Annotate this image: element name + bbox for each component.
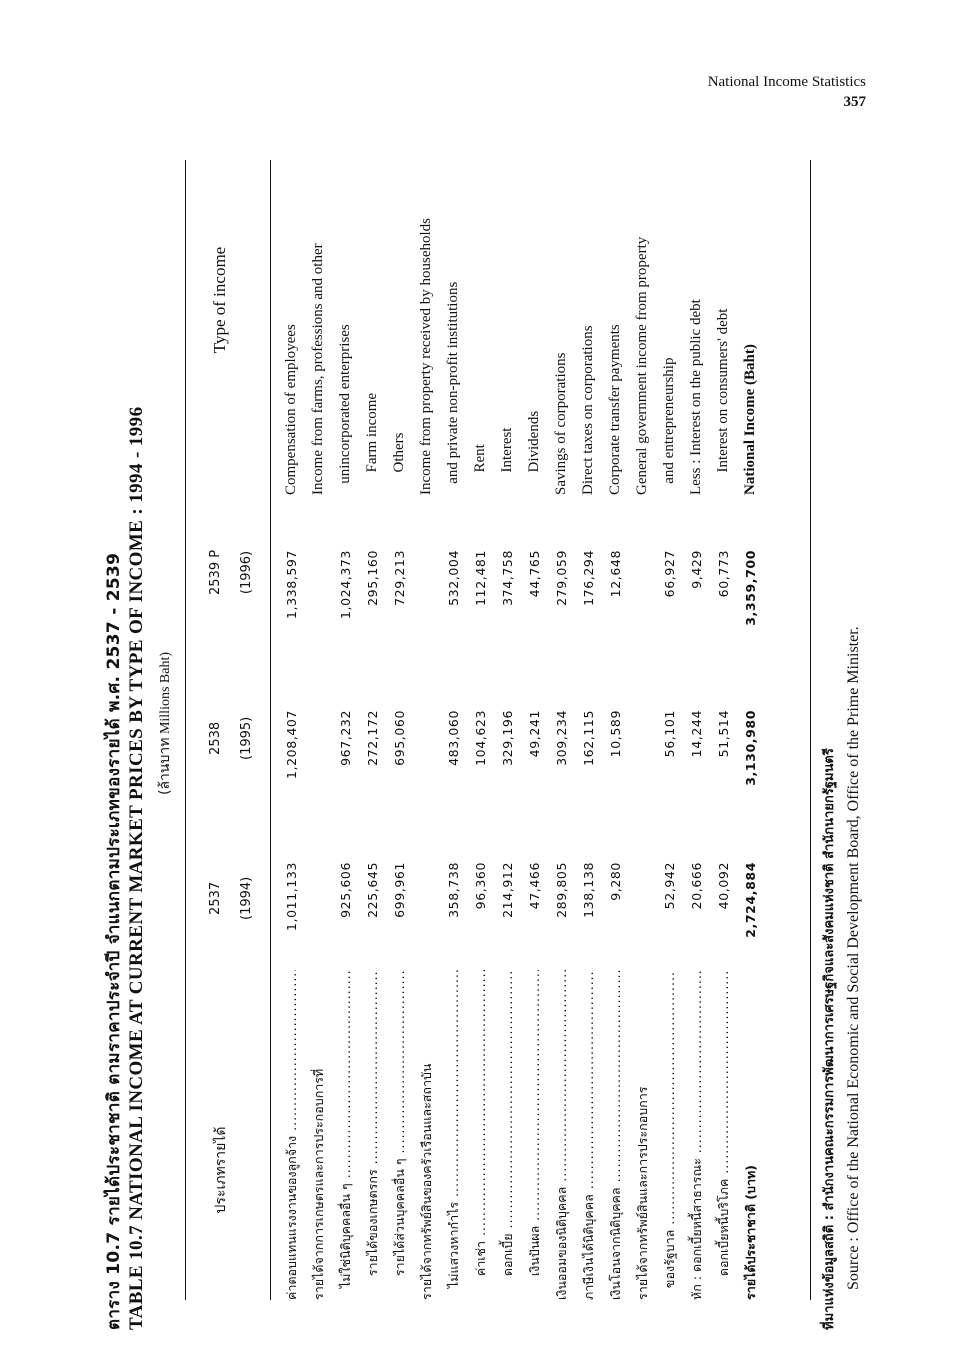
row-label-thai: ภาษีเงินได้นิติบุคคล ..... xyxy=(575,970,602,1300)
value-1995: 51,514 xyxy=(716,710,731,758)
row-label-thai: ค่าตอบแทนแรงงานของลูกจ้าง ..... xyxy=(278,970,305,1300)
table-title-thai: ตาราง 10.7 รายได้ประชาชาติ ตามราคาประจำปี จำแนกตามประเภทของรายได้ พ.ศ. 2537 - 2539 xyxy=(104,552,124,1330)
header-type-english: Type of income xyxy=(210,246,229,354)
table-title-english: TABLE 10.7 NATIONAL INCOME AT CURRENT MARKET PRICES BY TYPE OF INCOME : 1994 - 1996 xyxy=(126,406,147,1330)
row-label-english: General government income from property xyxy=(634,236,650,495)
value-1996: 9,429 xyxy=(689,550,704,589)
row-label-thai: รายได้จากการเกษตรและการประกอบการที่ xyxy=(311,1068,326,1300)
value-1995: 1,208,407 xyxy=(284,710,299,780)
value-1996: 1,024,373 xyxy=(338,550,353,620)
value-1995: 309,234 xyxy=(554,710,569,766)
row-label-thai: ดอกเบี้ยหนี้บริโภค ..... xyxy=(710,970,737,1300)
bottom-rule xyxy=(810,160,811,1300)
value-1996: 112,481 xyxy=(473,550,488,606)
value-1994: 20,666 xyxy=(689,862,704,910)
row-label-english: and private non-profit institutions xyxy=(445,281,461,495)
table-row xyxy=(386,130,413,1330)
year-thai: 2538 xyxy=(208,721,223,755)
value-1996: 3,359,700 xyxy=(743,550,758,626)
value-1995: 56,101 xyxy=(662,710,677,758)
section-title: National Income Statistics xyxy=(707,74,866,90)
value-1996: 532,004 xyxy=(446,550,461,606)
row-label-english: Interest xyxy=(499,427,515,495)
row-label-english: Less : Interest on the public debt xyxy=(688,299,704,495)
year-column-1994 xyxy=(208,877,254,920)
value-1994: 40,092 xyxy=(716,862,731,910)
value-1994: 214,912 xyxy=(500,862,515,918)
row-label-thai: ของรัฐบาล ..... xyxy=(656,970,683,1300)
table-row xyxy=(413,130,440,1330)
row-label-english: Farm income xyxy=(364,392,380,495)
value-1995: 162,115 xyxy=(581,710,596,766)
year-ad: (1994) xyxy=(239,876,254,920)
year-thai: 2539 P xyxy=(208,549,223,595)
table-row xyxy=(494,130,521,1330)
row-label-english: Rent xyxy=(472,444,488,495)
value-1994: 358,738 xyxy=(446,862,461,918)
table-row xyxy=(710,130,737,1330)
value-1994: 289,805 xyxy=(554,862,569,918)
value-1995: 104,623 xyxy=(473,710,488,766)
value-1994: 52,942 xyxy=(662,862,677,910)
row-label-thai: รายได้จากทรัพย์สินและการประกอบการ xyxy=(635,1086,650,1300)
row-label-english: Income from farms, professions and other xyxy=(310,243,326,495)
table-row xyxy=(602,130,629,1330)
page-number: 357 xyxy=(843,94,866,110)
value-1994: 225,645 xyxy=(365,862,380,918)
table-row xyxy=(683,130,710,1330)
row-label-english: Savings of corporations xyxy=(553,352,569,495)
table-row xyxy=(656,130,683,1330)
value-1995: 272,172 xyxy=(365,710,380,766)
table-row xyxy=(278,130,305,1330)
rotated-table xyxy=(100,130,862,1330)
table-row xyxy=(305,130,332,1330)
value-1996: 60,773 xyxy=(716,550,731,598)
row-label-english: Others xyxy=(391,432,407,495)
row-label-english: Income from property received by households xyxy=(418,218,434,495)
table-row xyxy=(521,130,548,1330)
unit-english: Millions Baht) xyxy=(158,651,173,735)
row-label-thai: หัก : ดอกเบี้ยหนี้สาธารณะ ..... xyxy=(683,970,710,1300)
value-1996: 729,213 xyxy=(392,550,407,606)
unit-thai: (ล้านบาท xyxy=(157,737,173,795)
value-1996: 66,927 xyxy=(662,550,677,598)
row-label-thai: เงินออมของนิติบุคคล ..... xyxy=(548,970,575,1300)
year-column-1996 xyxy=(208,550,254,595)
header-type-thai: ประเภทรายได้ xyxy=(213,1126,229,1214)
row-label-english: Interest on consumers' debt xyxy=(715,308,731,495)
table-row xyxy=(332,130,359,1330)
row-label-english: unincorporated enterprises xyxy=(337,324,353,495)
page-header xyxy=(708,72,866,112)
value-1995: 483,060 xyxy=(446,710,461,766)
row-label-thai: รายได้ของเกษตรกร ..... xyxy=(359,970,386,1300)
value-1994: 2,724,884 xyxy=(743,862,758,938)
value-1994: 138,138 xyxy=(581,862,596,918)
table-row xyxy=(440,130,467,1330)
row-label-thai: เงินโอนจากนิติบุคคล ..... xyxy=(602,970,629,1300)
source-english: Source : Office of the National Economic and Social Development Board, Office of the Prime Minister. xyxy=(845,626,862,1290)
table-row xyxy=(575,130,602,1330)
row-label-thai: รายได้ประชาชาติ (บาท) xyxy=(743,1165,758,1300)
row-label-thai: ไม่แสวงหากำไร ..... xyxy=(440,970,467,1300)
row-label-english: and entrepreneurship xyxy=(661,357,677,495)
year-ad: (1995) xyxy=(239,716,254,760)
row-label-english: Dividends xyxy=(526,410,542,495)
row-label-english: Compensation of employees xyxy=(283,324,299,495)
value-1994: 699,961 xyxy=(392,862,407,918)
top-rule xyxy=(185,160,186,1300)
value-1994: 47,466 xyxy=(527,862,542,910)
value-1994: 96,360 xyxy=(473,862,488,910)
table-row xyxy=(548,130,575,1330)
value-1995: 3,130,980 xyxy=(743,710,758,786)
unit-note xyxy=(154,652,176,795)
table-row xyxy=(737,130,764,1330)
row-label-thai: เงินปันผล ..... xyxy=(521,970,548,1300)
table-row xyxy=(629,130,656,1330)
value-1996: 279,059 xyxy=(554,550,569,606)
value-1996: 1,338,597 xyxy=(284,550,299,620)
value-1994: 1,011,133 xyxy=(284,862,299,932)
header-rule xyxy=(270,160,271,1300)
row-label-thai: รายได้ส่วนบุคคลอื่น ๆ ..... xyxy=(386,970,413,1300)
value-1995: 329,196 xyxy=(500,710,515,766)
year-column-1995 xyxy=(208,717,254,760)
value-1995: 967,232 xyxy=(338,710,353,766)
row-label-thai: ดอกเบี้ย ..... xyxy=(494,970,521,1300)
source-thai: ที่มาแห่งข้อมูลสถิติ : สำนักงานคณะกรรมการพัฒนาการเศรษฐกิจและสังคมแห่งชาติ สำนักนายกรัฐมนตรี xyxy=(822,748,837,1330)
value-1995: 695,060 xyxy=(392,710,407,766)
table-row xyxy=(359,130,386,1330)
table-body xyxy=(278,130,764,1330)
row-label-english: National Income (Baht) xyxy=(742,344,758,495)
value-1995: 10,589 xyxy=(608,710,623,758)
value-1994: 9,280 xyxy=(608,862,623,901)
value-1996: 44,765 xyxy=(527,550,542,598)
table-row xyxy=(467,130,494,1330)
value-1996: 295,160 xyxy=(365,550,380,606)
value-1994: 925,606 xyxy=(338,862,353,918)
year-ad: (1996) xyxy=(239,550,254,595)
row-label-english: Direct taxes on corporations xyxy=(580,325,596,495)
value-1995: 49,241 xyxy=(527,710,542,758)
row-label-english: Corporate transfer payments xyxy=(607,324,623,495)
value-1996: 176,294 xyxy=(581,550,596,606)
year-thai: 2537 xyxy=(208,881,223,915)
value-1995: 14,244 xyxy=(689,710,704,758)
row-label-thai: รายได้จากทรัพย์สินของครัวเรือนและสถาบัน xyxy=(419,1063,434,1300)
value-1996: 12,648 xyxy=(608,550,623,598)
value-1996: 374,758 xyxy=(500,550,515,606)
row-label-thai: ค่าเช่า ..... xyxy=(467,970,494,1300)
row-label-thai: ไม่ใช่นิติบุคคลอื่น ๆ ..... xyxy=(332,970,359,1300)
